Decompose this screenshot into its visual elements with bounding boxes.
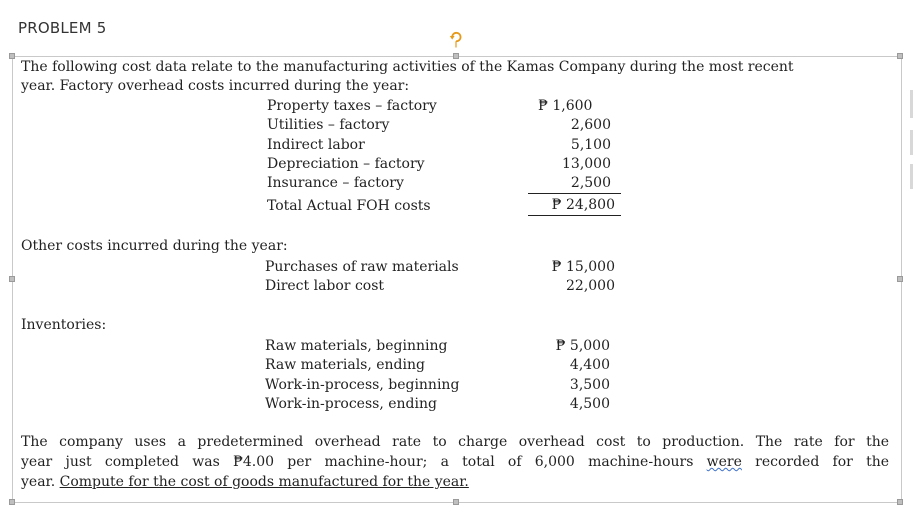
closing-text: recorded for the xyxy=(741,454,890,470)
foh-item-amount: 2,600 xyxy=(570,117,611,134)
inventory-labels xyxy=(265,337,459,414)
resize-handle-left[interactable] xyxy=(9,276,15,282)
inventory-amount: 4,500 xyxy=(569,395,610,412)
other-cost-label: Purchases of raw materials xyxy=(265,259,459,275)
side-marker xyxy=(910,130,913,155)
other-cost-label: Direct labor cost xyxy=(265,278,385,295)
other-cost-amount: ₱ 15,000 xyxy=(551,259,615,275)
closing-paragraph xyxy=(21,432,889,492)
resize-handle-bottom-left[interactable] xyxy=(9,499,15,505)
closing-line-2 xyxy=(21,452,889,472)
resize-handle-top-left[interactable] xyxy=(9,53,15,59)
side-marker xyxy=(910,90,913,118)
closing-text: year just completed was ₱4.00 per machine-hour; a total of 6,000 machine-hours xyxy=(21,454,707,470)
inventory-label: Raw materials, beginning xyxy=(265,338,448,354)
intro-line-1: The following cost data relate to the manufacturing activities of the Kamas Company during the most recent xyxy=(21,59,794,75)
other-cost-amount: 22,000 xyxy=(566,278,615,295)
inventory-amount: ₱ 5,000 xyxy=(555,338,610,354)
spell-check-word[interactable]: were xyxy=(706,454,742,470)
inventories-heading: Inventories: xyxy=(21,317,107,333)
other-costs-amounts xyxy=(530,258,615,297)
foh-item-label: Depreciation – factory xyxy=(267,155,425,172)
foh-item-label: Insurance – factory xyxy=(267,175,404,192)
other-costs-heading: Other costs incurred during the year: xyxy=(21,238,288,254)
foh-total-amount: ₱ 24,800 xyxy=(528,196,621,216)
closing-text: year. xyxy=(21,474,60,490)
side-marker xyxy=(910,164,913,189)
inventory-amount: 3,500 xyxy=(569,376,610,393)
resize-handle-right[interactable] xyxy=(897,276,903,282)
foh-item-amount: 2,500 xyxy=(528,174,621,194)
inventory-label: Work-in-process, beginning xyxy=(265,376,460,393)
foh-item-label: Utilities – factory xyxy=(267,117,390,134)
inventory-amount: 4,400 xyxy=(569,357,610,374)
foh-item-label: Indirect labor xyxy=(267,136,365,153)
foh-item-amount: 13,000 xyxy=(562,155,611,172)
foh-total-label: Total Actual FOH costs xyxy=(267,198,431,214)
closing-line-1: The company uses a predetermined overhead rate to charge overhead cost to production. The rate for the xyxy=(21,434,889,450)
resize-handle-top-right[interactable] xyxy=(897,53,903,59)
instruction-text: Compute for the cost of goods manufactured for the year. xyxy=(59,474,469,490)
problem-heading: PROBLEM 5 xyxy=(18,19,107,37)
rotate-handle-icon[interactable] xyxy=(449,30,463,48)
intro-line-2: year. Factory overhead costs incurred during the year: xyxy=(21,78,410,94)
foh-item-label: Property taxes – factory xyxy=(267,98,437,114)
resize-handle-bottom-right[interactable] xyxy=(897,499,903,505)
foh-amounts xyxy=(528,97,621,194)
resize-handle-bottom[interactable] xyxy=(453,499,459,505)
other-costs-labels xyxy=(265,258,459,297)
foh-labels xyxy=(267,97,437,193)
inventory-label: Raw materials, ending xyxy=(265,357,425,374)
foh-item-amount: 5,100 xyxy=(570,136,611,153)
inventory-amounts xyxy=(530,337,610,414)
closing-line-3 xyxy=(21,472,889,492)
inventory-label: Work-in-process, ending xyxy=(265,395,437,412)
foh-item-amount: ₱ 1,600 xyxy=(538,98,593,114)
